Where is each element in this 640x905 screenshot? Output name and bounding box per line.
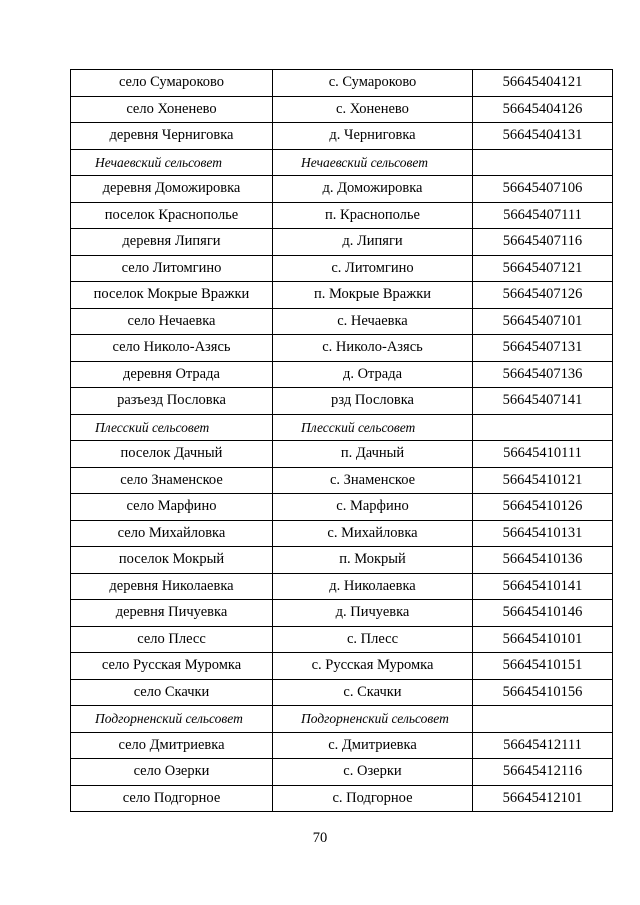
- settlement-short-cell: п. Мокрые Вражки: [273, 282, 473, 309]
- settlement-short-cell: с. Плесс: [273, 626, 473, 653]
- section-code-cell: [473, 414, 613, 441]
- page-number: 70: [312, 830, 328, 846]
- settlement-short-cell: п. Мокрый: [273, 547, 473, 574]
- section-name-cell: Плесский сельсовет: [71, 414, 273, 441]
- settlement-short-cell: д. Черниговка: [273, 123, 473, 150]
- oktmo-code-cell: 56645407101: [473, 308, 613, 335]
- section-short-cell: Подгорненский сельсовет: [273, 706, 473, 733]
- oktmo-code-cell: 56645410131: [473, 520, 613, 547]
- settlement-short-cell: с. Озерки: [273, 759, 473, 786]
- settlement-short-cell: д. Отрада: [273, 361, 473, 388]
- oktmo-code-cell: 56645407116: [473, 229, 613, 256]
- table-row: [71, 70, 613, 97]
- table-row: [71, 255, 613, 282]
- settlement-name-cell: село Дмитриевка: [71, 732, 273, 759]
- table-row: [71, 600, 613, 627]
- settlement-name-cell: поселок Дачный: [71, 441, 273, 468]
- settlement-name-cell: деревня Пичуевка: [71, 600, 273, 627]
- settlement-short-cell: с. Подгорное: [273, 785, 473, 812]
- oktmo-code-cell: 56645407136: [473, 361, 613, 388]
- settlement-name-cell: поселок Мокрый: [71, 547, 273, 574]
- table-row: [71, 229, 613, 256]
- table-row: [71, 626, 613, 653]
- settlement-name-cell: село Озерки: [71, 759, 273, 786]
- settlement-name-cell: село Литомгино: [71, 255, 273, 282]
- table-row: [71, 467, 613, 494]
- settlement-name-cell: село Нечаевка: [71, 308, 273, 335]
- oktmo-code-cell: 56645410146: [473, 600, 613, 627]
- settlement-short-cell: п. Дачный: [273, 441, 473, 468]
- settlement-name-cell: село Хоненево: [71, 96, 273, 123]
- oktmo-code-cell: 56645404126: [473, 96, 613, 123]
- oktmo-code-cell: 56645410101: [473, 626, 613, 653]
- settlement-name-cell: село Марфино: [71, 494, 273, 521]
- settlement-short-cell: с. Знаменское: [273, 467, 473, 494]
- table-row: [71, 308, 613, 335]
- oktmo-code-cell: 56645404131: [473, 123, 613, 150]
- settlement-short-cell: с. Русская Муромка: [273, 653, 473, 680]
- oktmo-code-cell: 56645410126: [473, 494, 613, 521]
- settlement-short-cell: с. Скачки: [273, 679, 473, 706]
- oktmo-code-cell: 56645407121: [473, 255, 613, 282]
- settlement-name-cell: село Сумароково: [71, 70, 273, 97]
- oktmo-code-cell: 56645407111: [473, 202, 613, 229]
- oktmo-code-cell: 56645404121: [473, 70, 613, 97]
- settlements-table-body: [71, 70, 613, 812]
- table-row: [71, 388, 613, 415]
- settlement-name-cell: село Подгорное: [71, 785, 273, 812]
- section-header-row: [71, 149, 613, 176]
- settlement-short-cell: с. Литомгино: [273, 255, 473, 282]
- oktmo-code-cell: 56645410151: [473, 653, 613, 680]
- settlement-name-cell: деревня Доможировка: [71, 176, 273, 203]
- settlement-short-cell: д. Пичуевка: [273, 600, 473, 627]
- settlement-short-cell: д. Доможировка: [273, 176, 473, 203]
- section-header-row: [71, 706, 613, 733]
- oktmo-code-cell: 56645412116: [473, 759, 613, 786]
- table-row: [71, 123, 613, 150]
- table-row: [71, 282, 613, 309]
- settlement-name-cell: село Николо-Азясь: [71, 335, 273, 362]
- settlement-name-cell: деревня Черниговка: [71, 123, 273, 150]
- settlement-name-cell: поселок Краснополье: [71, 202, 273, 229]
- table-row: [71, 653, 613, 680]
- settlement-name-cell: село Русская Муромка: [71, 653, 273, 680]
- section-name-cell: Подгорненский сельсовет: [71, 706, 273, 733]
- section-short-cell: Плесский сельсовет: [273, 414, 473, 441]
- table-row: [71, 361, 613, 388]
- settlement-name-cell: деревня Липяги: [71, 229, 273, 256]
- table-row: [71, 494, 613, 521]
- section-name-cell: Нечаевский сельсовет: [71, 149, 273, 176]
- settlement-name-cell: деревня Отрада: [71, 361, 273, 388]
- table-row: [71, 335, 613, 362]
- settlement-short-cell: д. Липяги: [273, 229, 473, 256]
- settlement-name-cell: село Михайловка: [71, 520, 273, 547]
- settlement-short-cell: с. Сумароково: [273, 70, 473, 97]
- section-short-cell: Нечаевский сельсовет: [273, 149, 473, 176]
- settlement-name-cell: село Плесс: [71, 626, 273, 653]
- table-row: [71, 441, 613, 468]
- settlement-name-cell: село Знаменское: [71, 467, 273, 494]
- section-header-row: [71, 414, 613, 441]
- oktmo-code-cell: 56645410121: [473, 467, 613, 494]
- oktmo-code-cell: 56645412111: [473, 732, 613, 759]
- settlement-short-cell: с. Дмитриевка: [273, 732, 473, 759]
- settlement-short-cell: д. Николаевка: [273, 573, 473, 600]
- oktmo-code-cell: 56645407131: [473, 335, 613, 362]
- oktmo-code-cell: 56645407141: [473, 388, 613, 415]
- oktmo-code-cell: 56645410156: [473, 679, 613, 706]
- table-row: [71, 520, 613, 547]
- settlement-short-cell: п. Краснополье: [273, 202, 473, 229]
- settlement-short-cell: с. Марфино: [273, 494, 473, 521]
- table-row: [71, 202, 613, 229]
- table-row: [71, 785, 613, 812]
- table-row: [71, 176, 613, 203]
- settlements-table: [70, 69, 613, 812]
- oktmo-code-cell: 56645410136: [473, 547, 613, 574]
- table-row: [71, 759, 613, 786]
- settlement-short-cell: с. Николо-Азясь: [273, 335, 473, 362]
- settlement-name-cell: поселок Мокрые Вражки: [71, 282, 273, 309]
- settlement-name-cell: деревня Николаевка: [71, 573, 273, 600]
- table-row: [71, 732, 613, 759]
- table-row: [71, 573, 613, 600]
- settlement-short-cell: с. Хоненево: [273, 96, 473, 123]
- section-code-cell: [473, 149, 613, 176]
- settlement-short-cell: с. Нечаевка: [273, 308, 473, 335]
- oktmo-code-cell: 56645407106: [473, 176, 613, 203]
- oktmo-code-cell: 56645412101: [473, 785, 613, 812]
- table-row: [71, 547, 613, 574]
- oktmo-code-cell: 56645407126: [473, 282, 613, 309]
- settlement-short-cell: с. Михайловка: [273, 520, 473, 547]
- settlement-name-cell: село Скачки: [71, 679, 273, 706]
- table-row: [71, 679, 613, 706]
- section-code-cell: [473, 706, 613, 733]
- settlement-name-cell: разъезд Пословка: [71, 388, 273, 415]
- table-row: [71, 96, 613, 123]
- settlement-short-cell: рзд Пословка: [273, 388, 473, 415]
- oktmo-code-cell: 56645410141: [473, 573, 613, 600]
- oktmo-code-cell: 56645410111: [473, 441, 613, 468]
